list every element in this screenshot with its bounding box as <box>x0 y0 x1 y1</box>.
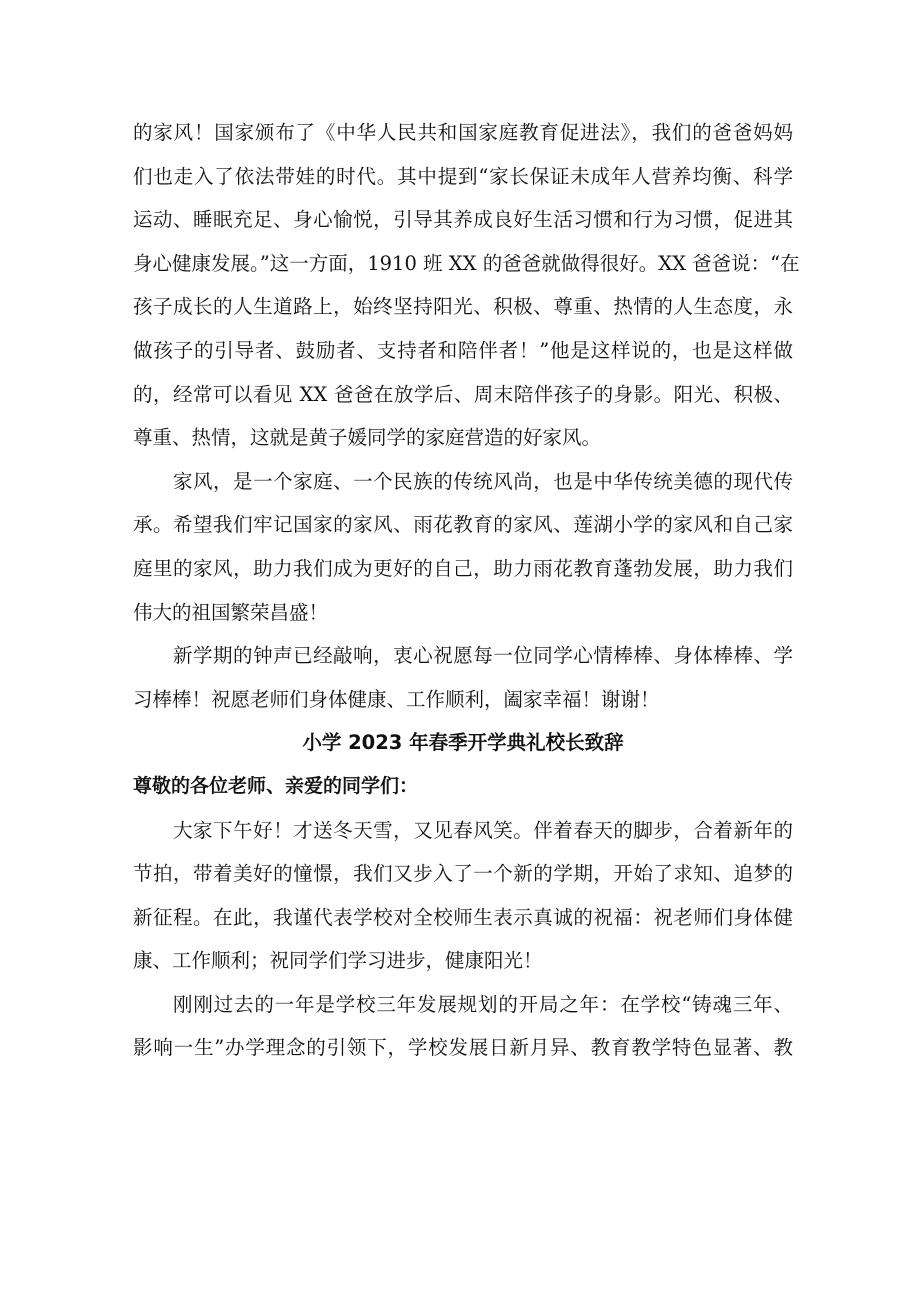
text-line: 大家下午好！才送冬天雪，又见春风笑。伴着春天的脚步，合着新年的 <box>173 818 793 842</box>
text-line: 身心健康发展。”这一方面，1910 班 XX 的爸爸就做得很好。XX 爸爸说：“在 <box>133 251 800 275</box>
document-body <box>133 111 800 1070</box>
text-line: 伟大的祖国繁荣昌盛！ <box>133 600 329 624</box>
text-line: 康、工作顺利；祝同学们学习进步，健康阳光！ <box>133 949 543 973</box>
paragraph-family-tradition <box>133 460 793 634</box>
speech-title: 小学 2023 年春季开学典礼校长致辞 <box>302 731 624 755</box>
text-line: 孩子成长的人生道路上，始终坚持阳光、积极、尊重、热情的人生态度，永 <box>133 295 793 319</box>
salutation: 尊敬的各位老师、亲爱的同学们： <box>133 774 419 797</box>
text-line: 的，经常可以看见 XX 爸爸在放学后、周末陪伴孩子的身影。阳光、积极、 <box>133 382 793 406</box>
text-line: 影响一生”办学理念的引领下，学校发展日新月异、教育教学特色显著、教 <box>133 1036 793 1060</box>
text-line: 家风，是一个家庭、一个民族的传统风尚，也是中华传统美德的现代传 <box>173 469 793 493</box>
paragraph-family-example <box>133 111 800 460</box>
text-line: 承。希望我们牢记国家的家风、雨花教育的家风、莲湖小学的家风和自己家 <box>133 513 793 537</box>
text-line: 节拍，带着美好的憧憬，我们又步入了一个新的学期，开始了求知、追梦的 <box>133 862 793 886</box>
text-line: 庭里的家风，助力我们成为更好的自己，助力雨花教育蓬勃发展，助力我们 <box>133 556 793 580</box>
text-line: 们也走入了依法带娃的时代。其中提到“家长保证未成年人营养均衡、科学 <box>133 164 793 188</box>
paragraph-past-year <box>133 983 793 1070</box>
text-line: 新学期的钟声已经敲响，衷心祝愿每一位同学心情棒棒、身体棒棒、学 <box>173 644 793 668</box>
text-line: 刚刚过去的一年是学校三年发展规划的开局之年：在学校“铸魂三年、 <box>173 992 793 1016</box>
text-line: 新征程。在此，我谨代表学校对全校师生表示真诚的祝福：祝老师们身体健 <box>133 905 793 929</box>
text-line: 尊重、热情，这就是黄子媛同学的家庭营造的好家风。 <box>133 426 602 450</box>
paragraph-closing-wishes <box>133 634 793 721</box>
text-line: 运动、睡眠充足、身心愉悦，引导其养成良好生活习惯和行为习惯，促进其 <box>133 208 793 232</box>
paragraph-greeting <box>133 809 793 983</box>
text-line: 的家风！国家颁布了《中华人民共和国家庭教育促进法》，我们的爸爸妈妈 <box>133 121 793 144</box>
text-line: 做孩子的引导者、鼓励者、支持者和陪伴者！”他是这样说的，也是这样做 <box>133 338 793 362</box>
text-line: 习棒棒！祝愿老师们身体健康、工作顺利，阖家幸福！谢谢！ <box>133 687 660 711</box>
